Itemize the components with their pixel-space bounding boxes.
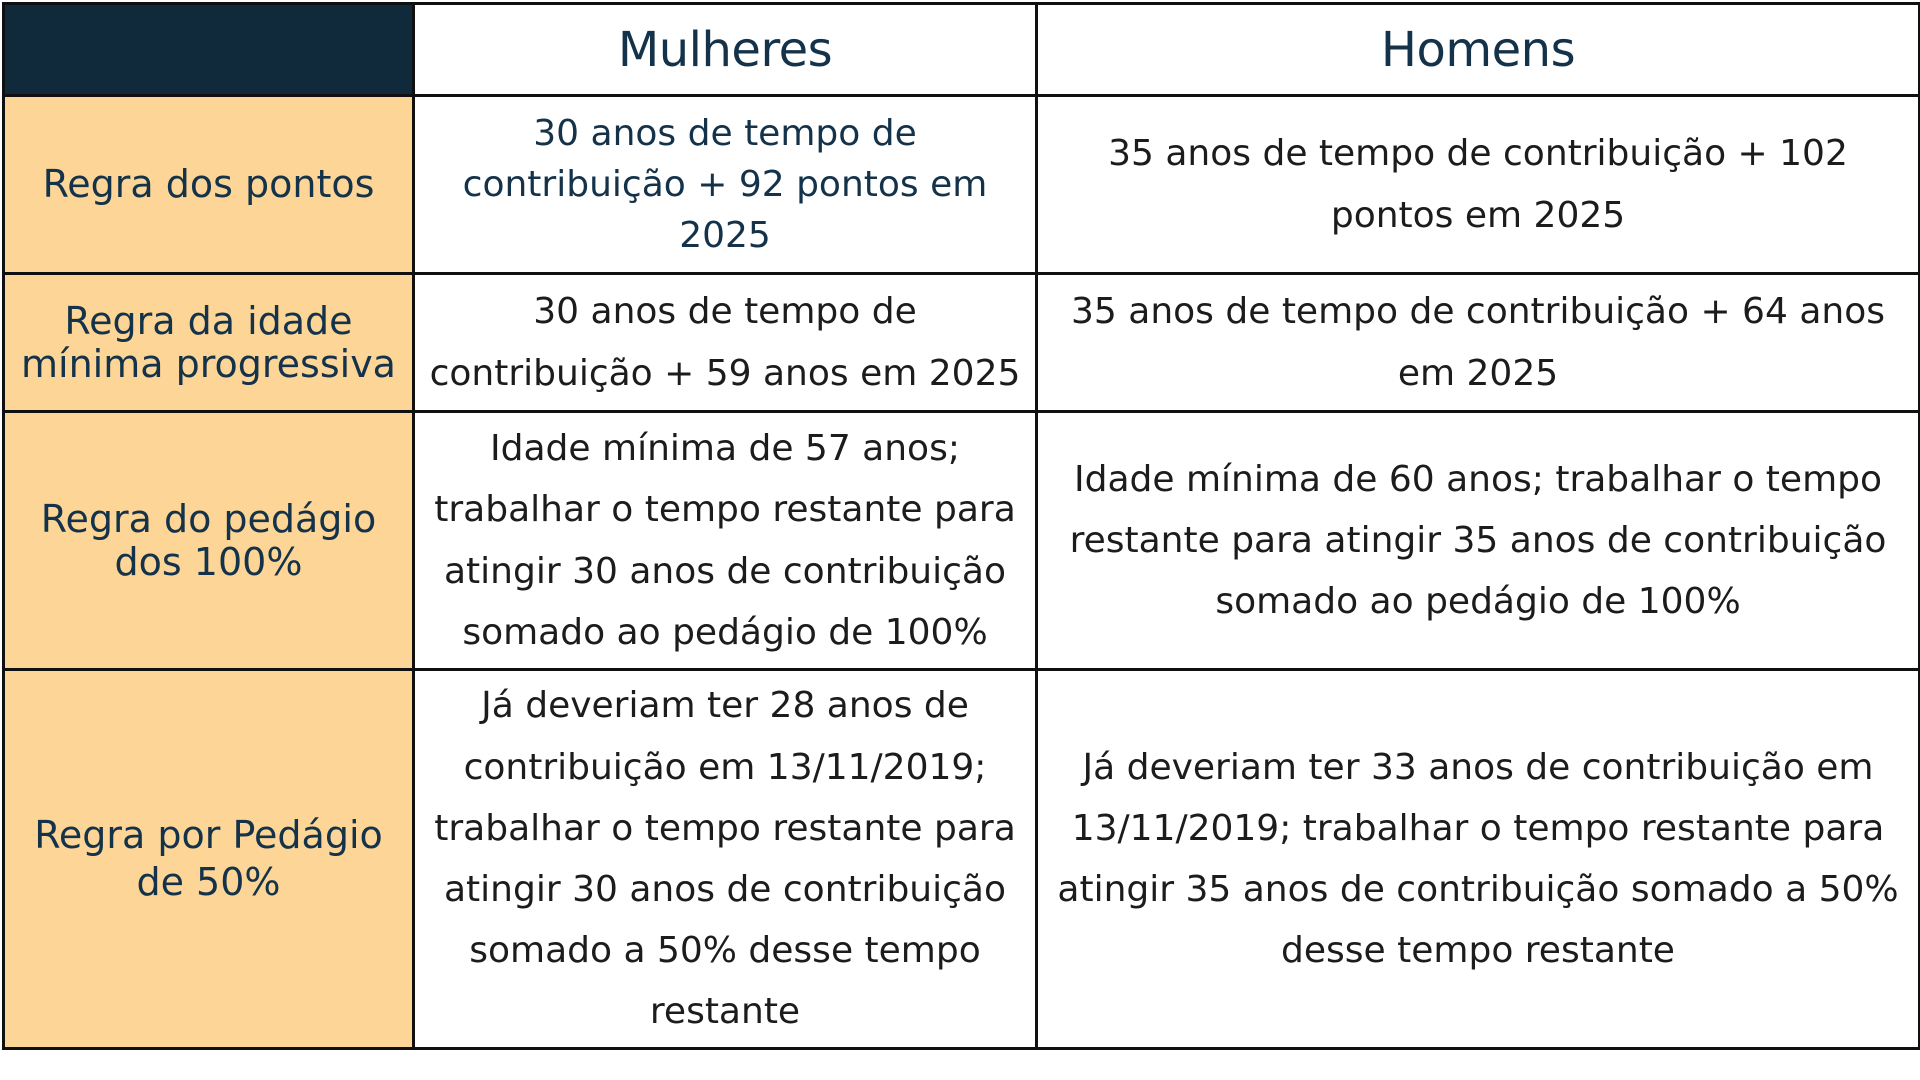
retirement-rules-table — [2, 2, 1920, 1050]
table-header-row — [4, 4, 1920, 96]
women-minimum-age-rule: 30 anos de tempo de contribuição + 59 anos em 2025 — [414, 274, 1037, 412]
row-label-points-rule: Regra dos pontos — [4, 96, 414, 274]
women-toll-50-rule: Já deveriam ter 28 anos de contribuição em 13/11/2019; trabalhar o tempo restante para atingir 30 anos de contribuição somado a 50% desse tempo restante — [414, 670, 1037, 1049]
row-label-toll-50-rule: Regra por Pedágio de 50% — [4, 670, 414, 1049]
column-header-women: Mulheres — [414, 4, 1037, 96]
men-points-rule: 35 anos de tempo de contribuição + 102 pontos em 2025 — [1037, 96, 1920, 274]
row-label-toll-100-rule: Regra do pedágio dos 100% — [4, 412, 414, 670]
table-row — [4, 274, 1920, 412]
women-toll-100-rule: Idade mínima de 57 anos; trabalhar o tempo restante para atingir 30 anos de contribuição somado ao pedágio de 100% — [414, 412, 1037, 670]
men-toll-50-rule: Já deveriam ter 33 anos de contribuição em 13/11/2019; trabalhar o tempo restante para atingir 35 anos de contribuição somado a 50% desse tempo restante — [1037, 670, 1920, 1049]
men-minimum-age-rule: 35 anos de tempo de contribuição + 64 anos em 2025 — [1037, 274, 1920, 412]
women-points-rule: 30 anos de tempo de contribuição + 92 pontos em 2025 — [414, 96, 1037, 274]
men-toll-100-rule: Idade mínima de 60 anos; trabalhar o tempo restante para atingir 35 anos de contribuição somado ao pedágio de 100% — [1037, 412, 1920, 670]
table-row — [4, 670, 1920, 1049]
row-label-minimum-age-rule: Regra da idade mínima progressiva — [4, 274, 414, 412]
table-row — [4, 412, 1920, 670]
column-header-men: Homens — [1037, 4, 1920, 96]
table-row — [4, 96, 1920, 274]
corner-cell — [4, 4, 414, 96]
